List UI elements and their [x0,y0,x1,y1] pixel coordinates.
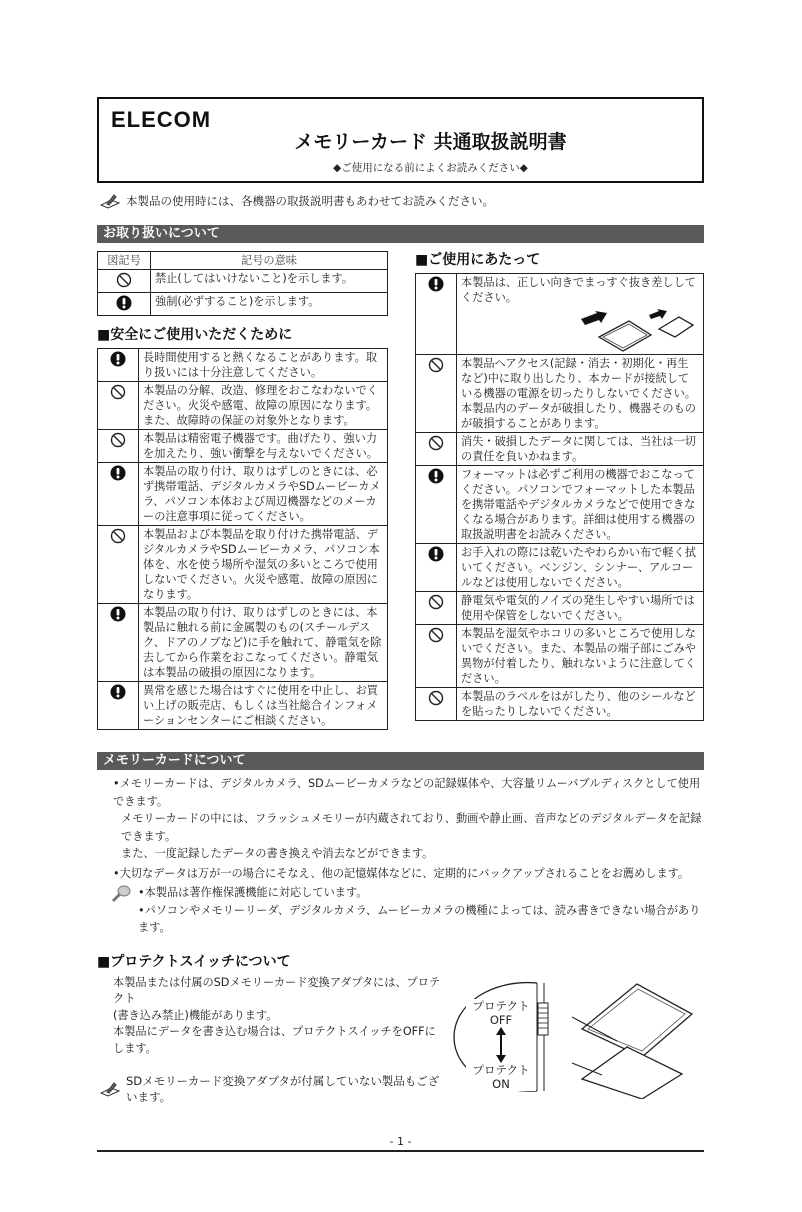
prohibition-icon [98,270,151,293]
tip-2: •パソコンやメモリーリーダ、デジタルカメラ、ムービーカメラの機種によっては、読み書きできない場合があります。 [138,903,701,934]
tip-1: •本製品は著作権保護機能に対応しています。 [138,886,368,899]
row-text: 静電気や電気的ノイズの発生しやすい場所では使用や保管をしないでください。 [461,594,695,622]
row-cell [151,293,388,316]
usage-heading: ■ご使用にあたって [415,252,541,268]
row-cell [457,688,704,721]
prohibition-icon [98,382,139,430]
mandatory-icon [416,544,457,592]
row-cell [457,592,704,625]
table-row [98,526,388,604]
left-column [97,251,388,730]
table-row [98,682,388,730]
prohibition-icon [416,433,457,466]
footer-divider [97,1150,704,1152]
prohibition-icon [416,592,457,625]
memo-pencil-icon [100,1081,120,1097]
mandatory-icon [98,349,139,382]
symbol-legend-table [97,251,388,316]
row-cell [139,382,388,430]
table-row [98,463,388,526]
section-bar-memory-card: メモリーカードについて [97,752,704,770]
document-title: メモリーカード 共通取扱説明書 [294,131,567,153]
protect-switch-diagram [452,979,704,1099]
table-row [416,466,704,544]
row-text: 消失・破損したデータに関しては、当社は一切の責任を負いかねます。 [461,435,696,463]
page-number: - 1 - [389,1135,412,1148]
row-cell [457,274,704,355]
row-text: 本製品のラベルをはがしたり、他のシールなどを貼ったりしないでください。 [461,690,696,718]
protect-content [97,975,704,1106]
table-row [416,625,704,688]
prohibition-icon [416,688,457,721]
document-page [97,0,704,1212]
bullet-line: また、一度記録したデータの書き換えや消去などができます。 [121,847,434,860]
table-row [416,433,704,466]
protect-off-label-line2: OFF [489,1012,513,1027]
table-row [416,355,704,433]
right-column [415,251,704,721]
document-header [97,97,704,183]
row-text: 本製品へアクセス(記録・消去・初期化・再生など)中に取り出したり、本カードが接続している機器の電源を切ったりしないでください。本製品内のデータが破損したり、機器そのものが破損することがあります。 [461,357,696,430]
row-cell [457,433,704,466]
card-insert-illustration [579,309,699,353]
row-cell [457,625,704,688]
mandatory-icon [98,604,139,682]
protect-off-label-line1: プロテクト [472,998,530,1013]
table-row [98,430,388,463]
table-row [98,293,388,316]
table-row [416,544,704,592]
mandatory-icon [98,682,139,730]
prohibition-icon [416,355,457,433]
section-bar-handling: お取り扱いについて [97,225,704,243]
row-cell [139,430,388,463]
row-text: 本製品は、正しい向きでまっすぐ抜き差ししてください。 [461,276,696,304]
handling-columns [97,251,704,730]
protect-off-label [466,999,536,1027]
protect-line: (書き込み禁止)機能があります。 [113,1008,278,1022]
prohibition-icon [98,430,139,463]
usage-table [415,273,704,721]
protect-text-block [97,975,452,1106]
mandatory-icon [416,274,457,355]
table-row [416,592,704,625]
table-header-row [98,252,388,270]
row-cell [151,270,388,293]
table-row [98,270,388,293]
bullet-line: メモリーカードの中には、フラッシュメモリーが内蔵されており、動画や静止画、音声などのデジタルデータを記録できます。 [121,812,702,843]
row-cell [139,463,388,526]
row-cell [139,604,388,682]
row-cell [457,466,704,544]
mandatory-icon [98,463,139,526]
row-cell [139,349,388,382]
protect-heading: ■プロテクトスイッチについて [97,953,291,970]
row-cell [457,355,704,433]
row-cell [457,544,704,592]
intro-note [100,193,704,209]
tips [110,884,704,937]
table-row [416,274,704,355]
row-text: お手入れの際には乾いたやわらかい布で軽く拭いてください。ベンジン、シンナー、アルコールなどは使用しないでください。 [461,546,696,589]
prohibition-icon [98,526,139,604]
protect-line: 本製品または付属のSDメモリーカード変換アダプタには、プロテクト [113,975,441,1005]
protect-description [113,975,444,1058]
mandatory-icon [416,466,457,544]
tip-list [138,884,704,937]
bullet-2: •大切なデータは万が一の場合にそなえ、他の記憶媒体などに、定期的にバックアップされることをお薦めします。 [113,866,690,880]
row-text: 本製品および本製品を取り付けた携帯電話、デジタルカメラやSDムービーカメラ、パソコン本体を、水を使う場所や湿気の多いところで使用しないでください。火災や感電、故障の原因になります。 [143,528,380,601]
row-text: フォーマットは必ずご利用の機器でおこなってください。パソコンでフォーマットした本製品を携帯電話やデジタルカメラなどで使用できなくなる場合があります。詳細は使用する機器の取扱説明書をお読みください。 [461,468,696,541]
mandatory-icon [98,293,151,316]
row-text: 本製品の取り付け、取りはずしのときには、本製品に触れる前に金属製のもの(スチールデスク、ドアのノブなど)に手を触れて、静電気を除去してから作業をおこなってください。静電気は本製品の破損の原因になります。 [143,606,382,679]
document-subtitle: ◆ご使用になる前によくお読みください◆ [333,162,528,174]
protect-note-text: SDメモリーカード変換アダプタが付属していない製品もございます。 [126,1074,440,1104]
row-text: 禁止(してはいけないこと)を示します。 [155,272,354,285]
row-text: 異常を感じた場合はすぐに使用を中止し、お買い上げの販売店、もしくは当社総合インフォメーションセンターにご相談ください。 [143,684,378,727]
row-text: 本製品は精密電子機器です。曲げたり、強い力を加えたり、強い衝撃を与えないでください。 [143,432,378,460]
protect-on-label [466,1063,536,1091]
protect-note [100,1073,444,1105]
memo-pencil-icon [100,193,120,209]
elecom-logo: ELECOM [111,107,212,132]
protect-on-label-line2: ON [492,1076,510,1091]
safety-heading: ■安全にご使用いただくために [97,327,293,343]
row-cell [139,526,388,604]
memory-card-bullets [113,775,704,882]
protect-on-label-line1: プロテクト [472,1062,530,1077]
table-row [98,604,388,682]
table-row [98,382,388,430]
protect-line: 本製品にデータを書き込む場合は、プロテクトスイッチをOFFにします。 [113,1025,436,1055]
header-symbol: 図記号 [98,252,151,270]
header-meaning: 記号の意味 [151,252,388,270]
row-text: 本製品を湿気やホコリの多いところで使用しないでください。また、本製品の端子部にごみや異物が付着したり、触れないように注意してください。 [461,627,696,685]
tip-lightbulb-icon [110,884,132,904]
bullet-1 [113,775,704,863]
intro-note-text: 本製品の使用時には、各機器の取扱説明書もあわせてお読みください。 [126,194,494,208]
row-text: 本製品の取り付け、取りはずしのときには、必ず携帯電話、デジタルカメラやSDムービーカメラ、パソコン本体および周辺機器などのメーカーの注意事項に従ってください。 [143,465,381,523]
row-text: 長時間使用すると熱くなることがあります。取り扱いには十分注意してください。 [143,351,378,379]
row-cell [139,682,388,730]
safety-table [97,348,388,730]
row-text: 本製品の分解、改造、修理をおこなわないでください。火災や感電、故障の原因になります。また、故障時の保証の対象外となります。 [143,384,378,427]
table-row [416,688,704,721]
bullet-line: •メモリーカードは、デジタルカメラ、SDムービーカメラなどの記録媒体や、大容量リムーバブルディスクとして使用できます。 [113,777,701,808]
row-text: 強制(必ずすること)を示します。 [155,295,320,308]
prohibition-icon [416,625,457,688]
table-row [98,349,388,382]
